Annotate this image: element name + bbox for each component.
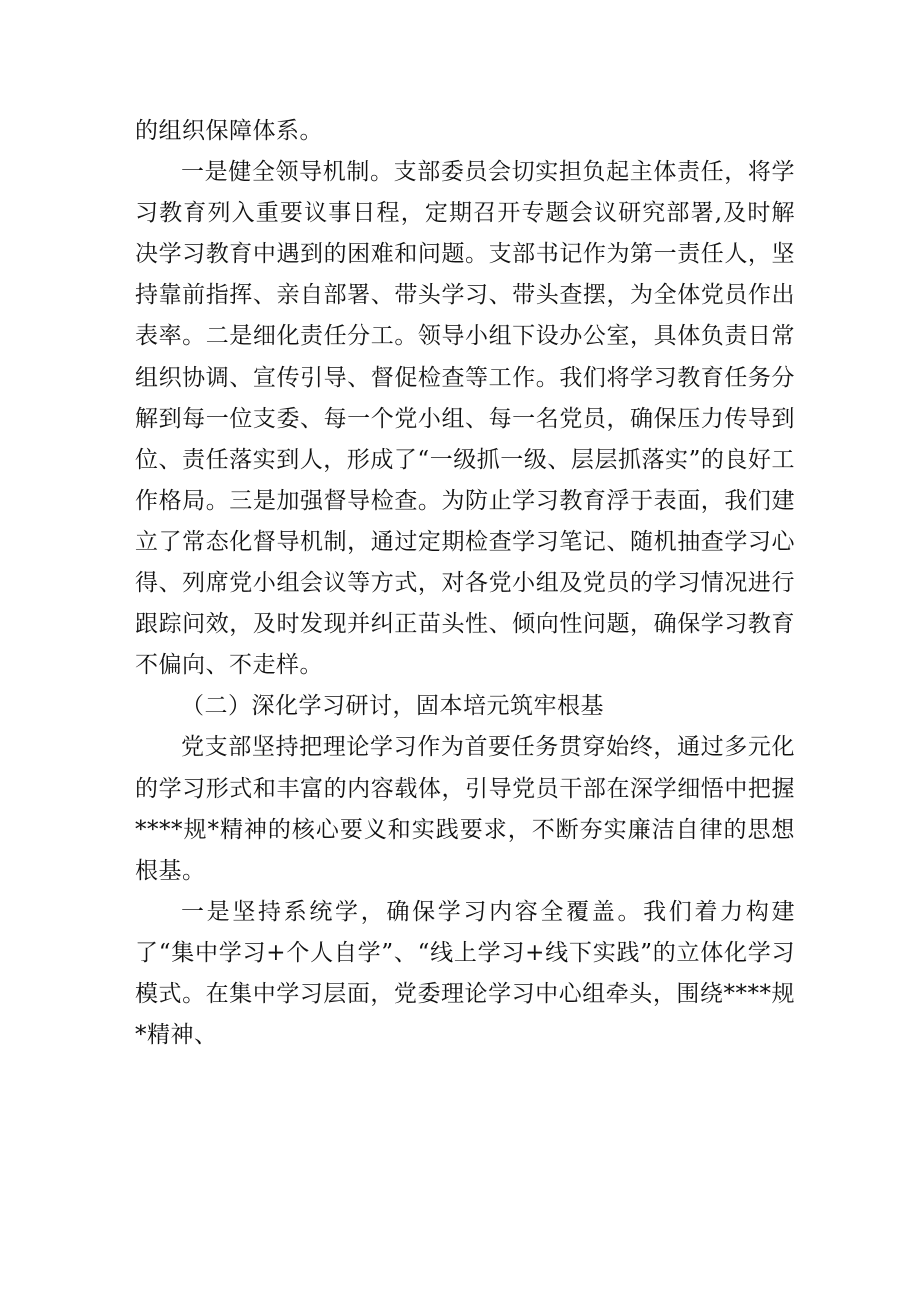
section-heading-2: （二）深化学习研讨，固本培元筑牢根基 [181,693,604,720]
paragraph-continuation: 的组织保障体系。 [135,118,323,144]
paragraph-systematic-study: 一是坚持系统学，确保学习内容全覆盖。我们着力构建了“集中学习+个人自学”、“线上学习+线下实践”的立体化学习模式。在集中学习层面，党委理论学习中心组牵头，围绕****规*精神、 [135,898,795,1049]
paragraph-leadership-mechanism: 一是健全领导机制。支部委员会切实担负起主体责任，将学习教育列入重要议事日程，定期召开专题会议研究部署,及时解决学习教育中遇到的困难和问题。支部书记作为第一责任人，坚持靠前指挥、亲自部署、带头学习、带头查摆，为全体党员作出表率。二是细化责任分工。领导小组下设办公室，具体负责日常组织协调、宣传引导、督促检查等工作。我们将学习教育任务分解到每一位支委、每一个党小组、每一名党员，确保压力传导到位、责任落实到人，形成了“一级抓一级、层层抓落实”的良好工作格局。三是加强督导检查。为防止学习教育浮于表面，我们建立了常态化督导机制，通过定期检查学习笔记、随机抽查学习心得、列席党小组会议等方式，对各党小组及党员的学习情况进行跟踪问效，及时发现并纠正苗头性、倾向性问题，确保学习教育不偏向、不走样。 [135,159,795,679]
document-body [135,111,795,1056]
paragraph-theory-study: 党支部坚持把理论学习作为首要任务贯穿始终，通过多元化的学习形式和丰富的内容载体，引导党员干部在深学细悟中把握****规*精神的核心要义和实践要求，不断夯实廉洁自律的思想根基。 [135,734,795,884]
